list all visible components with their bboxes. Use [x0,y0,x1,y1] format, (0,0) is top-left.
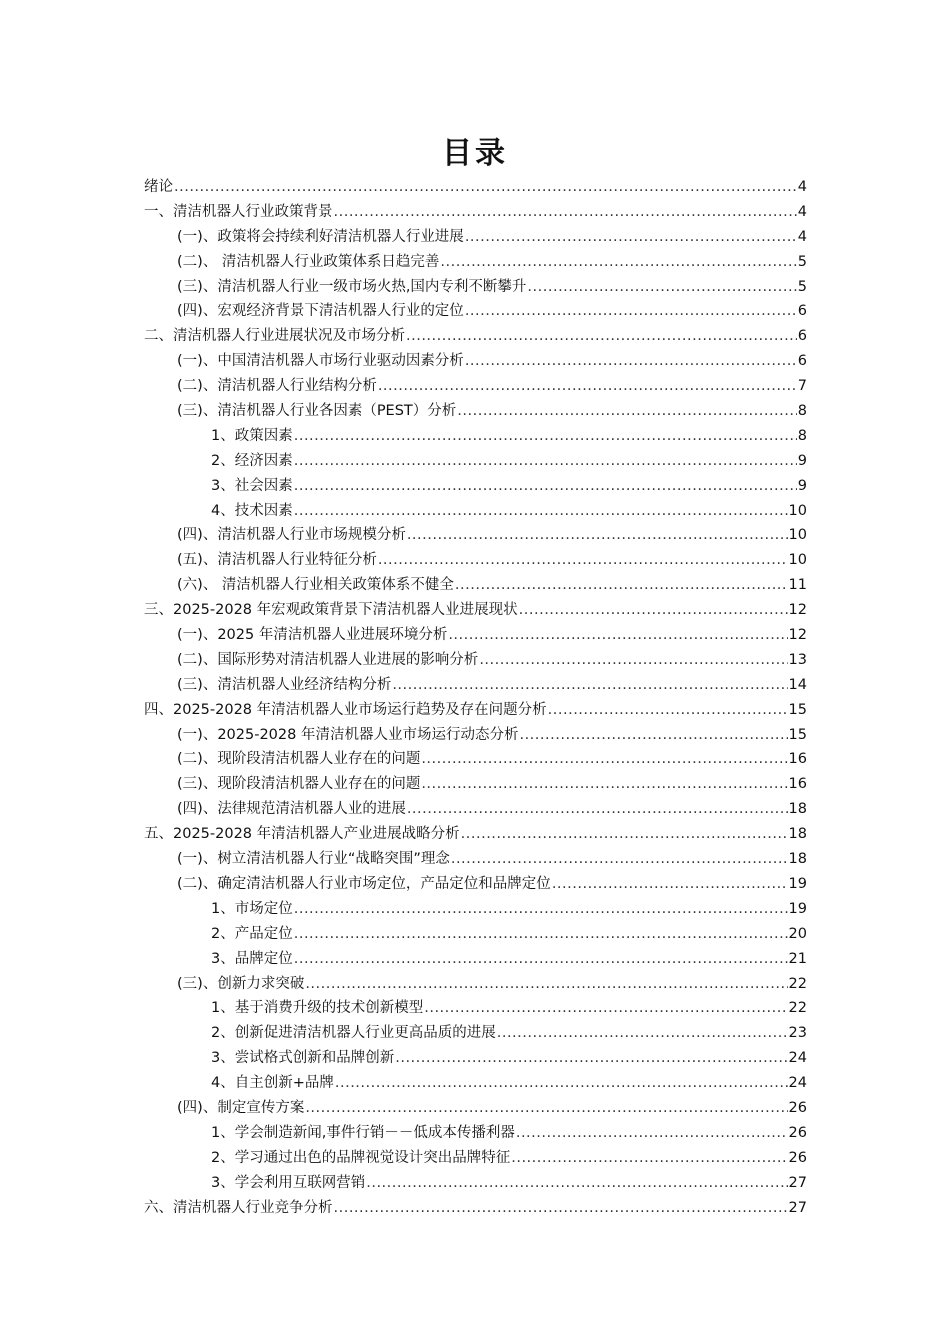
toc-dot-leader [392,673,787,698]
toc-entry-title: 2、经济因素 [211,452,293,469]
toc-entry-page: 14 [788,676,807,693]
toc-entry-page: 27 [788,1199,807,1216]
toc-entry-page: 12 [788,602,807,619]
toc-entry-title: 二、清洁机器人行业进展状况及市场分析 [144,328,405,345]
toc-entry-page: 10 [788,552,807,569]
toc-dot-leader [294,499,788,524]
toc-entry-page: 23 [788,1025,807,1042]
toc-entry-page: 22 [788,975,807,992]
toc-dot-leader [305,972,787,997]
toc-entry-title: (三)、创新力求突破 [177,975,305,992]
toc-entry-page: 9 [797,452,807,469]
toc-entry-page: 24 [788,1050,807,1067]
toc-entry[interactable] [144,200,807,225]
toc-dot-leader [465,225,797,250]
toc-entry[interactable] [144,275,807,300]
toc-entry-page: 10 [788,502,807,519]
toc-dot-leader [395,1046,787,1071]
toc-dot-leader [407,523,788,548]
toc-entry-page: 19 [788,900,807,917]
toc-entry[interactable] [144,747,807,772]
toc-entry-page: 13 [788,651,807,668]
toc-entry-title: (二)、现阶段清洁机器人业存在的问题 [177,751,421,768]
toc-entry[interactable] [144,1146,807,1171]
toc-entry-title: (三)、现阶段清洁机器人业存在的问题 [177,776,421,793]
toc-entry-title: 1、政策因素 [211,427,293,444]
toc-entry[interactable] [144,399,807,424]
toc-entry-page: 12 [788,627,807,644]
toc-entry-title: 4、技术因素 [211,502,293,519]
toc-entry-title: 4、自主创新+品牌 [211,1075,334,1092]
toc-dot-leader [305,1096,787,1121]
toc-entry[interactable] [144,1046,807,1071]
toc-entry[interactable] [144,847,807,872]
toc-entry[interactable] [144,299,807,324]
toc-entry-title: 2、产品定位 [211,925,293,942]
toc-entry-page: 8 [797,403,807,420]
toc-entry-title: (三)、清洁机器人行业一级市场火热,国内专利不断攀升 [177,278,527,295]
toc-dot-leader [455,573,788,598]
toc-entry-title: 三、2025-2028 年宏观政策背景下清洁机器人业进展现状 [144,602,518,619]
toc-dot-leader [479,648,787,673]
toc-entry-page: 4 [797,228,807,245]
toc-entry[interactable] [144,1071,807,1096]
toc-entry-title: 2、学习通过出色的品牌视觉设计突出品牌特征 [211,1149,511,1166]
toc-entry[interactable] [144,797,807,822]
toc-entry-title: 1、基于消费升级的技术创新模型 [211,1000,424,1017]
toc-dot-leader [448,623,787,648]
toc-dot-leader [421,772,787,797]
table-of-contents [144,175,807,1220]
toc-dot-leader [294,424,797,449]
toc-entry-page: 16 [788,751,807,768]
toc-entry[interactable] [144,1171,807,1196]
toc-entry-title: 2、创新促进清洁机器人行业更高品质的进展 [211,1025,496,1042]
toc-entry-title: 五、2025-2028 年清洁机器人产业进展战略分析 [144,826,460,843]
toc-entry[interactable] [144,175,807,200]
toc-entry[interactable] [144,947,807,972]
toc-dot-leader [366,1171,787,1196]
toc-entry[interactable] [144,1196,807,1221]
toc-entry-page: 18 [788,801,807,818]
toc-entry-page: 26 [788,1099,807,1116]
toc-entry[interactable] [144,623,807,648]
toc-dot-leader [378,548,788,573]
toc-entry-page: 21 [788,950,807,967]
toc-entry[interactable] [144,648,807,673]
toc-entry-page: 11 [788,577,807,594]
toc-entry-title: (六)、 清洁机器人行业相关政策体系不健全 [177,577,454,594]
toc-dot-leader [174,175,797,200]
toc-entry[interactable] [144,349,807,374]
toc-entry-title: (四)、制定宣传方案 [177,1099,305,1116]
toc-entry-title: 四、2025-2028 年清洁机器人业市场运行趋势及存在问题分析 [144,701,547,718]
toc-entry-page: 22 [788,1000,807,1017]
toc-entry[interactable] [144,225,807,250]
toc-entry-page: 5 [797,253,807,270]
toc-entry[interactable] [144,872,807,897]
toc-entry-title: 3、社会因素 [211,477,293,494]
toc-entry[interactable] [144,922,807,947]
toc-dot-leader [421,747,787,772]
toc-dot-leader [497,1021,788,1046]
toc-entry-title: 1、市场定位 [211,900,293,917]
toc-entry[interactable] [144,598,807,623]
toc-entry[interactable] [144,250,807,275]
toc-dot-leader [519,723,787,748]
toc-entry[interactable] [144,374,807,399]
toc-entry[interactable] [144,972,807,997]
toc-entry-page: 16 [788,776,807,793]
toc-entry-title: 绪论 [144,179,173,195]
toc-entry-title: (一)、树立清洁机器人行业“战略突围”理念 [177,851,450,868]
toc-dot-leader [457,399,796,424]
toc-entry[interactable] [144,1096,807,1121]
toc-entry-title: (四)、宏观经济背景下清洁机器人行业的定位 [177,303,464,320]
toc-dot-leader [527,275,796,300]
toc-entry[interactable] [144,698,807,723]
toc-entry-title: (三)、清洁机器人行业各因素（PEST）分析 [177,403,457,420]
toc-entry[interactable] [144,772,807,797]
toc-dot-leader [294,474,797,499]
toc-entry[interactable] [144,523,807,548]
toc-entry[interactable] [144,499,807,524]
toc-entry[interactable] [144,822,807,847]
toc-entry-page: 24 [788,1075,807,1092]
toc-entry-title: (一)、中国清洁机器人市场行业驱动因素分析 [177,353,464,370]
toc-entry-title: (二)、确定清洁机器人行业市场定位，产品定位和品牌定位 [177,875,551,892]
toc-entry[interactable] [144,673,807,698]
toc-entry-title: 1、学会制造新闻,事件行销－－低成本传播利器 [211,1124,515,1141]
toc-entry-title: 一、清洁机器人行业政策背景 [144,203,333,220]
toc-entry-page: 15 [788,701,807,718]
toc-dot-leader [294,947,788,972]
toc-entry-title: (五)、清洁机器人行业特征分析 [177,552,377,569]
toc-entry-page: 27 [788,1174,807,1191]
toc-entry-page: 6 [797,353,807,370]
toc-dot-leader [294,922,788,947]
toc-entry[interactable] [144,449,807,474]
toc-entry-title: (四)、清洁机器人行业市场规模分析 [177,527,406,544]
toc-entry-title: (二)、国际形势对清洁机器人业进展的影响分析 [177,651,479,668]
toc-dot-leader [552,872,788,897]
toc-dot-leader [335,1071,788,1096]
toc-entry-page: 18 [788,851,807,868]
toc-entry-page: 18 [788,826,807,843]
toc-entry[interactable] [144,996,807,1021]
toc-dot-leader [334,200,797,225]
toc-entry-title: (一)、政策将会持续利好清洁机器人行业进展 [177,228,464,245]
toc-entry[interactable] [144,1021,807,1046]
toc-entry[interactable] [144,324,807,349]
toc-entry-title: 六、清洁机器人行业竞争分析 [144,1199,333,1216]
toc-entry-page: 4 [797,203,807,220]
toc-entry-title: (一)、2025 年清洁机器人业进展环境分析 [177,627,448,644]
toc-dot-leader [465,299,797,324]
toc-entry-title: 3、尝试格式创新和品牌创新 [211,1050,395,1067]
toc-entry[interactable] [144,573,807,598]
toc-entry-title: (一)、2025-2028 年清洁机器人业市场运行动态分析 [177,726,519,743]
toc-dot-leader [465,349,797,374]
toc-entry-page: 4 [797,179,807,195]
toc-entry-page: 9 [797,477,807,494]
toc-entry[interactable] [144,897,807,922]
toc-dot-leader [294,449,797,474]
toc-dot-leader [378,374,797,399]
toc-dot-leader [334,1196,788,1221]
toc-entry[interactable] [144,424,807,449]
toc-entry-page: 7 [797,378,807,395]
toc-dot-leader [548,698,788,723]
toc-entry-page: 26 [788,1124,807,1141]
toc-dot-leader [451,847,788,872]
toc-entry-page: 6 [797,328,807,345]
toc-dot-leader [407,797,788,822]
toc-entry-title: 3、学会利用互联网营销 [211,1174,366,1191]
toc-entry-page: 19 [788,875,807,892]
toc-entry-title: 3、品牌定位 [211,950,293,967]
page-title: 目录 [442,136,508,171]
toc-dot-leader [461,822,788,847]
toc-dot-leader [511,1146,787,1171]
toc-entry[interactable] [144,548,807,573]
toc-dot-leader [516,1121,788,1146]
toc-entry-page: 5 [797,278,807,295]
toc-entry-title: (四)、法律规范清洁机器人业的进展 [177,801,406,818]
toc-entry-page: 26 [788,1149,807,1166]
toc-entry[interactable] [144,474,807,499]
toc-dot-leader [519,598,788,623]
toc-entry[interactable] [144,723,807,748]
toc-entry-page: 6 [797,303,807,320]
toc-dot-leader [424,996,787,1021]
toc-entry[interactable] [144,1121,807,1146]
toc-entry-title: (三)、清洁机器人业经济结构分析 [177,676,392,693]
toc-dot-leader [294,897,788,922]
toc-dot-leader [406,324,797,349]
toc-entry-title: (二)、 清洁机器人行业政策体系日趋完善 [177,253,440,270]
toc-entry-page: 20 [788,925,807,942]
toc-entry-title: (二)、清洁机器人行业结构分析 [177,378,377,395]
toc-entry-page: 10 [788,527,807,544]
toc-entry-page: 15 [788,726,807,743]
toc-entry-page: 8 [797,427,807,444]
toc-dot-leader [440,250,796,275]
